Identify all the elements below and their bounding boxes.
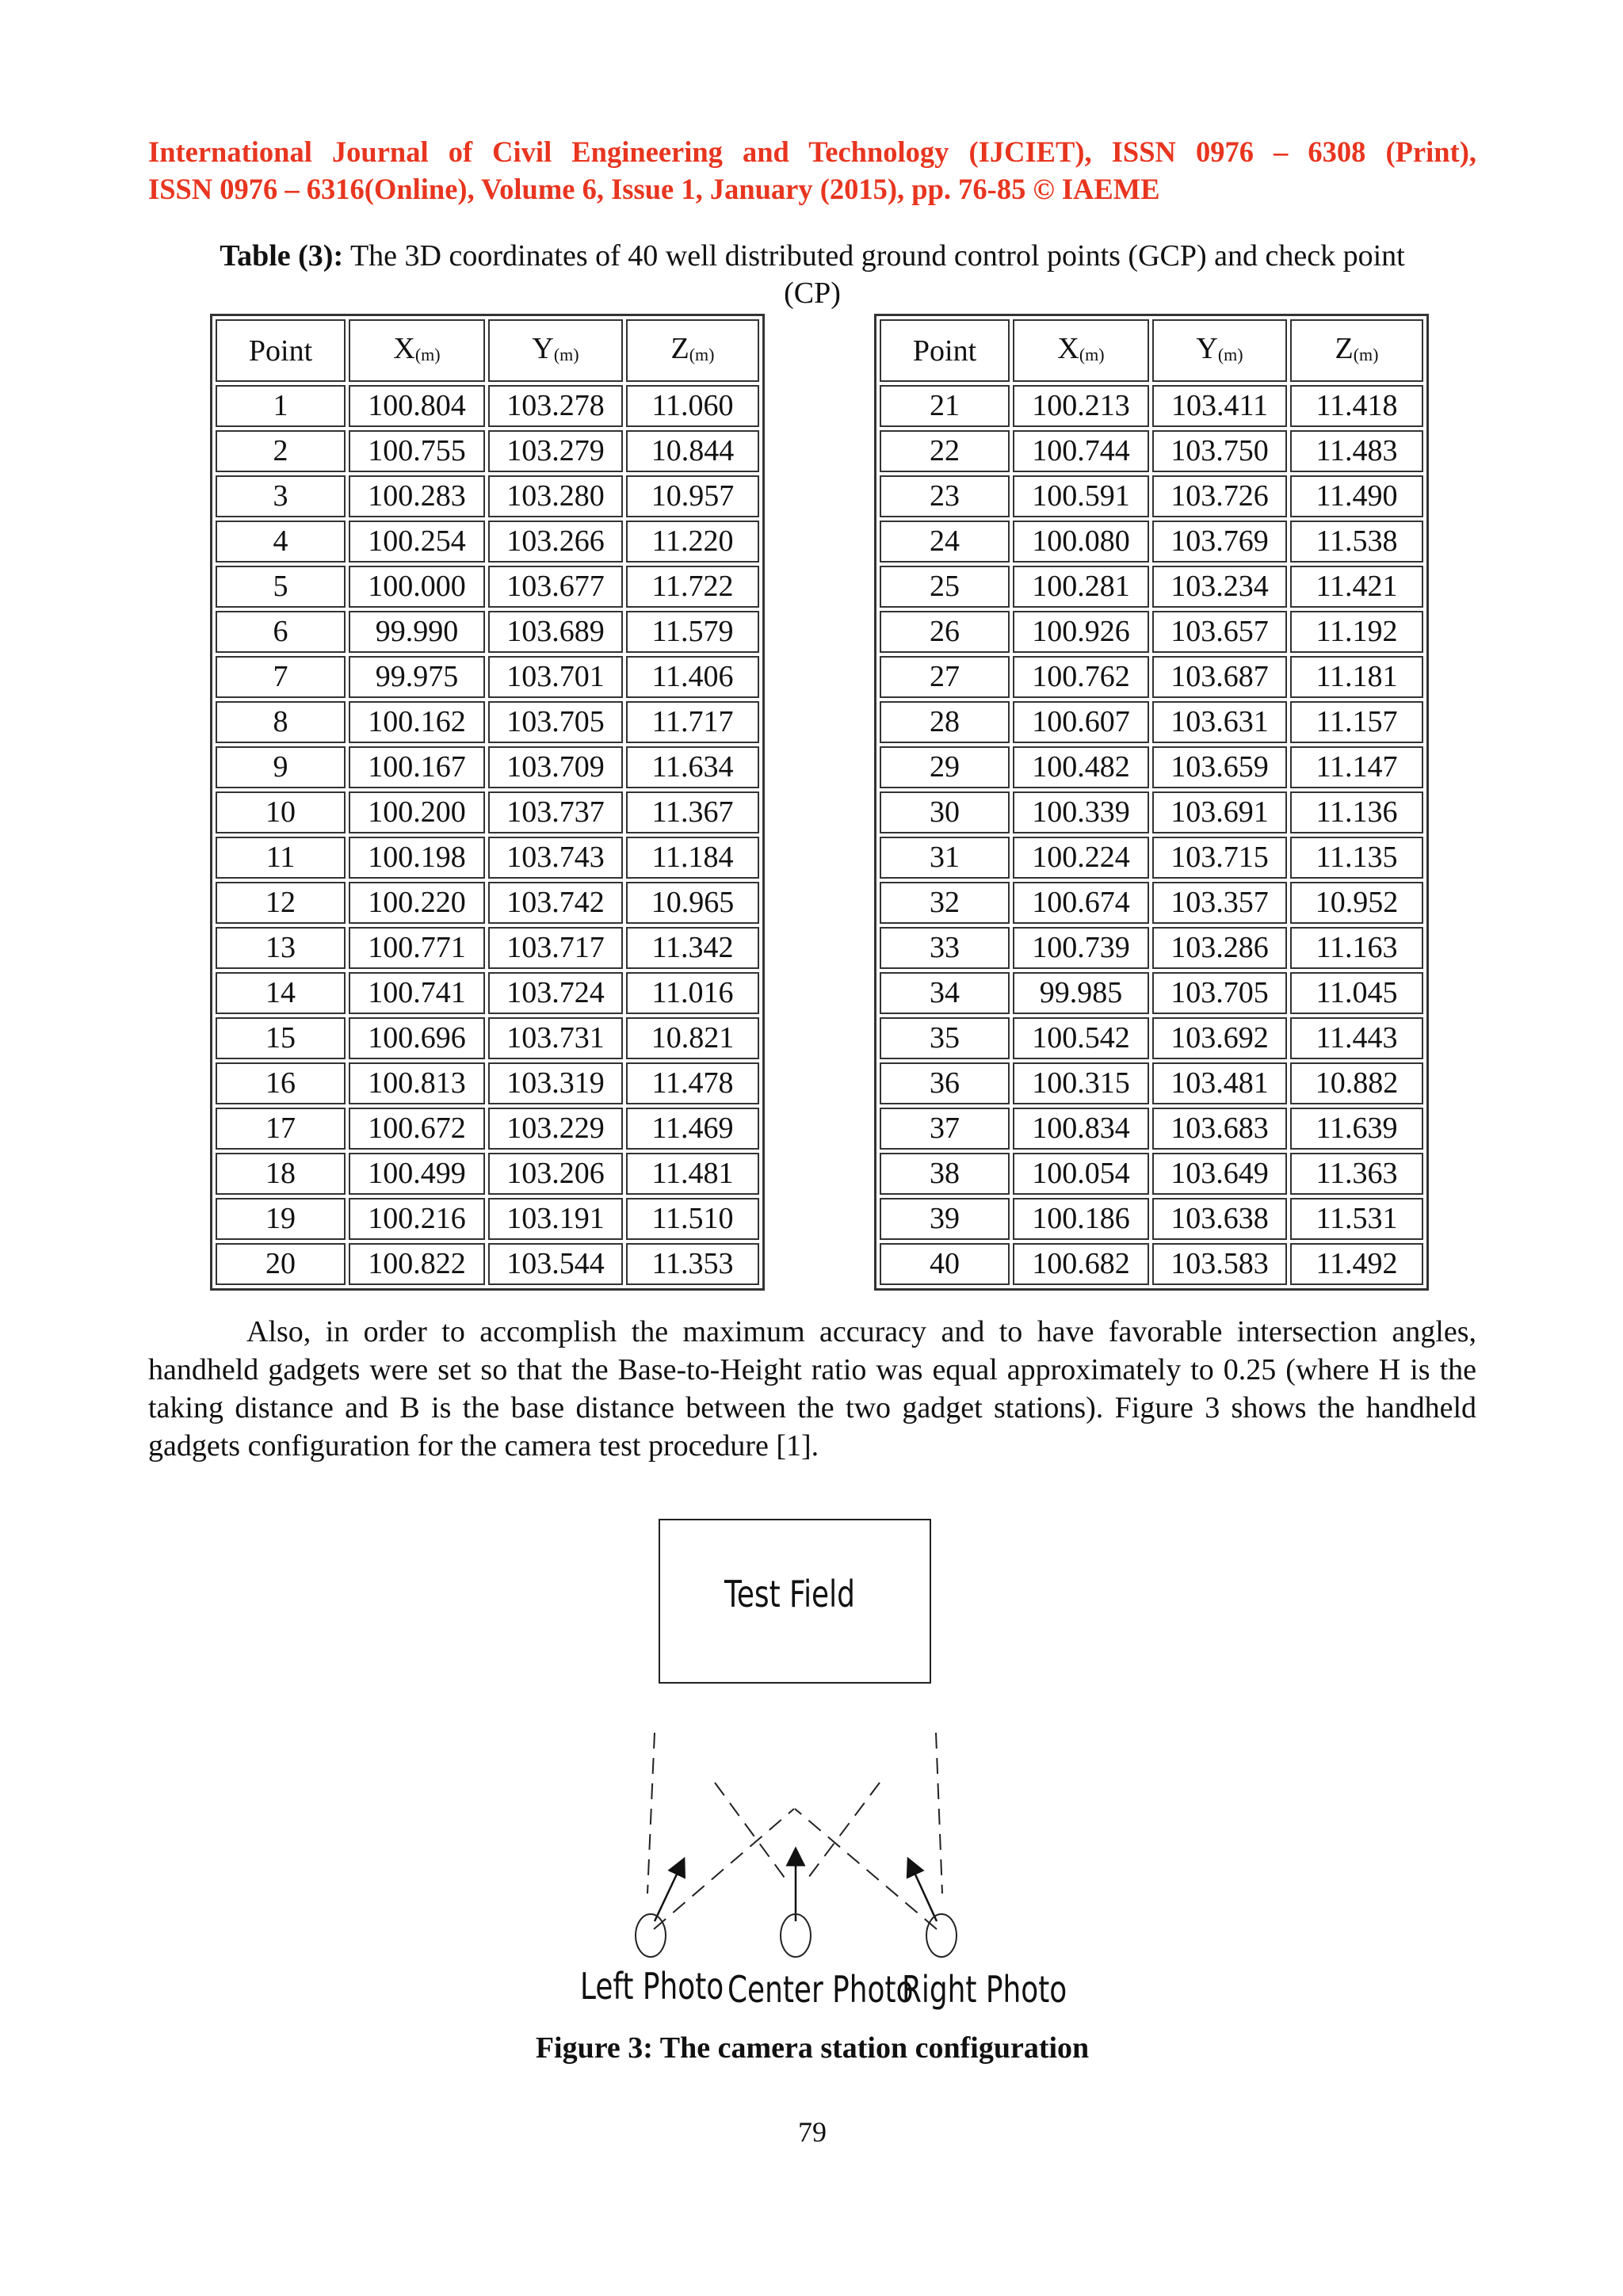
cell-z: 11.163: [1290, 927, 1423, 969]
cell-z: 10.965: [626, 882, 759, 924]
table-row: [216, 611, 759, 653]
cell-x: 100.315: [1013, 1062, 1149, 1104]
cell-point: 33: [880, 927, 1010, 969]
page-number: 79: [798, 2116, 827, 2148]
header-y: $Y_{(m)}$: [488, 319, 623, 382]
table-row: [880, 1153, 1423, 1195]
cell-point: 8: [216, 701, 346, 743]
cell-z: 11.147: [1290, 746, 1423, 788]
cell-x: 100.186: [1013, 1198, 1149, 1240]
table-caption-text2: (CP): [784, 277, 841, 310]
cell-x: 100.672: [349, 1108, 485, 1150]
coordinates-table-left: [210, 314, 765, 1291]
cell-point: 20: [216, 1243, 346, 1285]
cell-y: 103.583: [1152, 1243, 1287, 1285]
cell-point: 38: [880, 1153, 1010, 1195]
cell-x: 100.281: [1013, 566, 1149, 608]
table-row: [880, 611, 1423, 653]
table-row: [880, 837, 1423, 879]
table-row: [216, 746, 759, 788]
cell-x: 100.162: [349, 701, 485, 743]
cell-z: 11.184: [626, 837, 759, 879]
cell-y: 103.769: [1152, 521, 1287, 563]
cell-x: 100.674: [1013, 882, 1149, 924]
cell-x: 100.607: [1013, 701, 1149, 743]
cell-y: 103.657: [1152, 611, 1287, 653]
cell-point: 27: [880, 656, 1010, 698]
cell-x: 100.283: [349, 475, 485, 517]
cell-point: 14: [216, 972, 346, 1014]
table-row: [216, 1017, 759, 1059]
cell-y: 103.278: [488, 385, 623, 427]
cell-z: 11.192: [1290, 611, 1423, 653]
cell-y: 103.280: [488, 475, 623, 517]
left-sightline: [647, 1733, 655, 1894]
left-diag-2: [654, 1809, 794, 1929]
cell-z: 11.492: [1290, 1243, 1423, 1285]
cell-z: 11.136: [1290, 791, 1423, 833]
table-row: [880, 972, 1423, 1014]
cell-z: 11.060: [626, 385, 759, 427]
table-caption-label: Table (3):: [220, 239, 344, 273]
right-arrow: [911, 1866, 937, 1921]
cell-point: 29: [880, 746, 1010, 788]
cell-point: 31: [880, 837, 1010, 879]
cell-point: 2: [216, 430, 346, 472]
table-row: [216, 972, 759, 1014]
cell-z: 11.634: [626, 746, 759, 788]
cell-z: 11.510: [626, 1198, 759, 1240]
cell-z: 11.639: [1290, 1108, 1423, 1150]
cell-y: 103.705: [1152, 972, 1287, 1014]
cell-point: 18: [216, 1153, 346, 1195]
cell-point: 25: [880, 566, 1010, 608]
table-row: [880, 1243, 1423, 1285]
table-row: [880, 701, 1423, 743]
cell-point: 28: [880, 701, 1010, 743]
cell-x: 100.682: [1013, 1243, 1149, 1285]
cell-y: 103.481: [1152, 1062, 1287, 1104]
cell-z: 11.363: [1290, 1153, 1423, 1195]
cell-y: 103.689: [488, 611, 623, 653]
cell-y: 103.286: [1152, 927, 1287, 969]
cell-x: 100.216: [349, 1198, 485, 1240]
cell-z: 11.538: [1290, 521, 1423, 563]
cell-point: 26: [880, 611, 1010, 653]
cell-y: 103.717: [488, 927, 623, 969]
cell-point: 32: [880, 882, 1010, 924]
cell-z: 11.443: [1290, 1017, 1423, 1059]
header-point: Point: [216, 319, 346, 382]
table-row: [880, 1017, 1423, 1059]
table-row: [880, 1108, 1423, 1150]
table-row: [216, 430, 759, 472]
cell-z: 10.957: [626, 475, 759, 517]
cell-point: 37: [880, 1108, 1010, 1150]
table-row: [216, 701, 759, 743]
table-row: [216, 1153, 759, 1195]
table-row: [880, 746, 1423, 788]
cell-y: 103.737: [488, 791, 623, 833]
header-x: $X_{(m)}$: [1013, 319, 1149, 382]
cell-x: 100.482: [1013, 746, 1149, 788]
cell-y: 103.715: [1152, 837, 1287, 879]
cell-z: 10.952: [1290, 882, 1423, 924]
cell-point: 30: [880, 791, 1010, 833]
cell-y: 103.709: [488, 746, 623, 788]
cell-z: 11.490: [1290, 475, 1423, 517]
cell-z: 10.844: [626, 430, 759, 472]
figure-caption: Figure 3: The camera station configuration: [535, 2031, 1090, 2065]
table-row: [216, 837, 759, 879]
cell-point: 1: [216, 385, 346, 427]
left-arrow: [655, 1866, 681, 1921]
table-row: [880, 791, 1423, 833]
table-row: [216, 475, 759, 517]
cell-y: 103.724: [488, 972, 623, 1014]
cell-x: 100.696: [349, 1017, 485, 1059]
cell-x: 100.542: [1013, 1017, 1149, 1059]
left-photo-label: Left Photo: [580, 1965, 724, 2008]
cell-z: 10.821: [626, 1017, 759, 1059]
cell-y: 103.631: [1152, 701, 1287, 743]
cell-x: 100.926: [1013, 611, 1149, 653]
cell-point: 10: [216, 791, 346, 833]
cell-x: 100.339: [1013, 791, 1149, 833]
table-row: [216, 521, 759, 563]
cell-z: 11.045: [1290, 972, 1423, 1014]
right-sightline: [936, 1733, 942, 1894]
cell-x: 100.254: [349, 521, 485, 563]
cell-x: 100.813: [349, 1062, 485, 1104]
cell-point: 15: [216, 1017, 346, 1059]
left-camera-station: [636, 1914, 666, 1957]
cell-y: 103.638: [1152, 1198, 1287, 1240]
cell-x: 100.822: [349, 1243, 485, 1285]
cell-y: 103.229: [488, 1108, 623, 1150]
cell-y: 103.279: [488, 430, 623, 472]
cell-z: 11.483: [1290, 430, 1423, 472]
table-row: [216, 1108, 759, 1150]
cell-point: 13: [216, 927, 346, 969]
cell-point: 39: [880, 1198, 1010, 1240]
cell-point: 12: [216, 882, 346, 924]
table-row: [216, 1198, 759, 1240]
cell-z: 11.469: [626, 1108, 759, 1150]
table-row: [216, 1062, 759, 1104]
cell-y: 103.683: [1152, 1108, 1287, 1150]
coordinates-table-right: [874, 314, 1429, 1291]
cell-x: 100.167: [349, 746, 485, 788]
cell-point: 35: [880, 1017, 1010, 1059]
table-header-row: [216, 319, 759, 382]
table-row: [880, 385, 1423, 427]
header-z: $Z_{(m)}$: [626, 319, 759, 382]
table-row: [216, 566, 759, 608]
cell-point: 19: [216, 1198, 346, 1240]
table-row: [880, 475, 1423, 517]
table-row: [216, 1243, 759, 1285]
table-row: [216, 882, 759, 924]
cell-point: 34: [880, 972, 1010, 1014]
cell-y: 103.701: [488, 656, 623, 698]
cell-z: 11.418: [1290, 385, 1423, 427]
cell-x: 100.220: [349, 882, 485, 924]
cell-point: 6: [216, 611, 346, 653]
journal-header: [148, 133, 1476, 208]
header-z: $Z_{(m)}$: [1290, 319, 1423, 382]
cell-x: 100.499: [349, 1153, 485, 1195]
cell-y: 103.742: [488, 882, 623, 924]
table-header-row: [880, 319, 1423, 382]
cell-y: 103.743: [488, 837, 623, 879]
header-x: $X_{(m)}$: [349, 319, 485, 382]
camera-station-figure: [555, 1505, 1109, 2028]
right-camera-station: [926, 1914, 957, 1957]
table-row: [880, 521, 1423, 563]
cell-point: 24: [880, 521, 1010, 563]
cell-x: 100.744: [1013, 430, 1149, 472]
cell-y: 103.659: [1152, 746, 1287, 788]
cell-z: 11.579: [626, 611, 759, 653]
cell-y: 103.691: [1152, 791, 1287, 833]
center-photo-label: Center Photo: [727, 1968, 914, 2011]
cell-y: 103.750: [1152, 430, 1287, 472]
cell-x: 100.198: [349, 837, 485, 879]
journal-header-line2: ISSN 0976 – 6316(Online), Volume 6, Issue 1, January (2015), pp. 76-85 © IAEME: [148, 173, 1160, 205]
cell-x: 100.771: [349, 927, 485, 969]
cell-y: 103.649: [1152, 1153, 1287, 1195]
cell-y: 103.544: [488, 1243, 623, 1285]
cell-point: 4: [216, 521, 346, 563]
cell-point: 11: [216, 837, 346, 879]
cell-x: 100.755: [349, 430, 485, 472]
cell-z: 11.220: [626, 521, 759, 563]
cell-z: 11.181: [1290, 656, 1423, 698]
cell-x: 100.213: [1013, 385, 1149, 427]
cell-y: 103.726: [1152, 475, 1287, 517]
table-row: [880, 882, 1423, 924]
cell-x: 99.985: [1013, 972, 1149, 1014]
table-row: [880, 656, 1423, 698]
cell-y: 103.687: [1152, 656, 1287, 698]
cell-x: 99.975: [349, 656, 485, 698]
cell-z: 11.722: [626, 566, 759, 608]
cell-x: 100.080: [1013, 521, 1149, 563]
cell-point: 22: [880, 430, 1010, 472]
cell-point: 7: [216, 656, 346, 698]
cell-y: 103.266: [488, 521, 623, 563]
cell-z: 11.406: [626, 656, 759, 698]
cell-x: 100.762: [1013, 656, 1149, 698]
cell-y: 103.234: [1152, 566, 1287, 608]
table-row: [880, 1198, 1423, 1240]
right-photo-label: Right Photo: [902, 1968, 1067, 2011]
body-paragraph-text: Also, in order to accomplish the maximum accuracy and to have favorable intersection angles, handheld gadgets were set so that the Base-to-Height ratio was equal approximately to 0.25 (where H is the taking distance and B is the base distance between the two gadget stations). Figure 3 shows the handheld gadgets configuration for the camera test procedure [1].: [148, 1315, 1476, 1463]
cell-z: 11.481: [626, 1153, 759, 1195]
table-row: [216, 656, 759, 698]
cell-z: 11.342: [626, 927, 759, 969]
cell-x: 100.200: [349, 791, 485, 833]
cell-z: 11.367: [626, 791, 759, 833]
cell-point: 3: [216, 475, 346, 517]
cell-z: 11.531: [1290, 1198, 1423, 1240]
cell-z: 11.421: [1290, 566, 1423, 608]
cell-z: 10.882: [1290, 1062, 1423, 1104]
cell-point: 21: [880, 385, 1010, 427]
cell-z: 11.353: [626, 1243, 759, 1285]
table-row: [880, 927, 1423, 969]
cell-z: 11.478: [626, 1062, 759, 1104]
cell-x: 100.804: [349, 385, 485, 427]
table-row: [880, 430, 1423, 472]
cell-y: 103.191: [488, 1198, 623, 1240]
cell-y: 103.206: [488, 1153, 623, 1195]
cell-y: 103.411: [1152, 385, 1287, 427]
cell-x: 100.000: [349, 566, 485, 608]
table-caption-text: The 3D coordinates of 40 well distributed ground control points (GCP) and check point: [343, 239, 1405, 273]
body-paragraph: [148, 1313, 1476, 1465]
cell-x: 100.591: [1013, 475, 1149, 517]
right-diag-2: [795, 1809, 937, 1929]
left-diag-1: [715, 1783, 785, 1878]
table-caption: [148, 238, 1476, 312]
cell-point: 9: [216, 746, 346, 788]
cell-x: 100.224: [1013, 837, 1149, 879]
journal-header-line1: International Journal of Civil Engineering and Technology (IJCIET), ISSN 0976 – 6308 (Print),: [148, 135, 1476, 168]
cell-y: 103.692: [1152, 1017, 1287, 1059]
table-row: [216, 791, 759, 833]
cell-x: 100.834: [1013, 1108, 1149, 1150]
cell-z: 11.135: [1290, 837, 1423, 879]
cell-point: 17: [216, 1108, 346, 1150]
cell-y: 103.357: [1152, 882, 1287, 924]
cell-x: 100.741: [349, 972, 485, 1014]
cell-y: 103.319: [488, 1062, 623, 1104]
cell-z: 11.157: [1290, 701, 1423, 743]
cell-point: 23: [880, 475, 1010, 517]
cell-point: 16: [216, 1062, 346, 1104]
cell-z: 11.717: [626, 701, 759, 743]
cell-x: 100.054: [1013, 1153, 1149, 1195]
cell-x: 99.990: [349, 611, 485, 653]
cell-y: 103.705: [488, 701, 623, 743]
cell-y: 103.731: [488, 1017, 623, 1059]
cell-z: 11.016: [626, 972, 759, 1014]
header-point: Point: [880, 319, 1010, 382]
table-row: [880, 566, 1423, 608]
cell-point: 36: [880, 1062, 1010, 1104]
header-y: $Y_{(m)}$: [1152, 319, 1287, 382]
table-row: [880, 1062, 1423, 1104]
cell-y: 103.677: [488, 566, 623, 608]
table-row: [216, 927, 759, 969]
cell-point: 40: [880, 1243, 1010, 1285]
cell-point: 5: [216, 566, 346, 608]
test-field-label: Test Field: [724, 1573, 855, 1615]
table-row: [216, 385, 759, 427]
cell-x: 100.739: [1013, 927, 1149, 969]
